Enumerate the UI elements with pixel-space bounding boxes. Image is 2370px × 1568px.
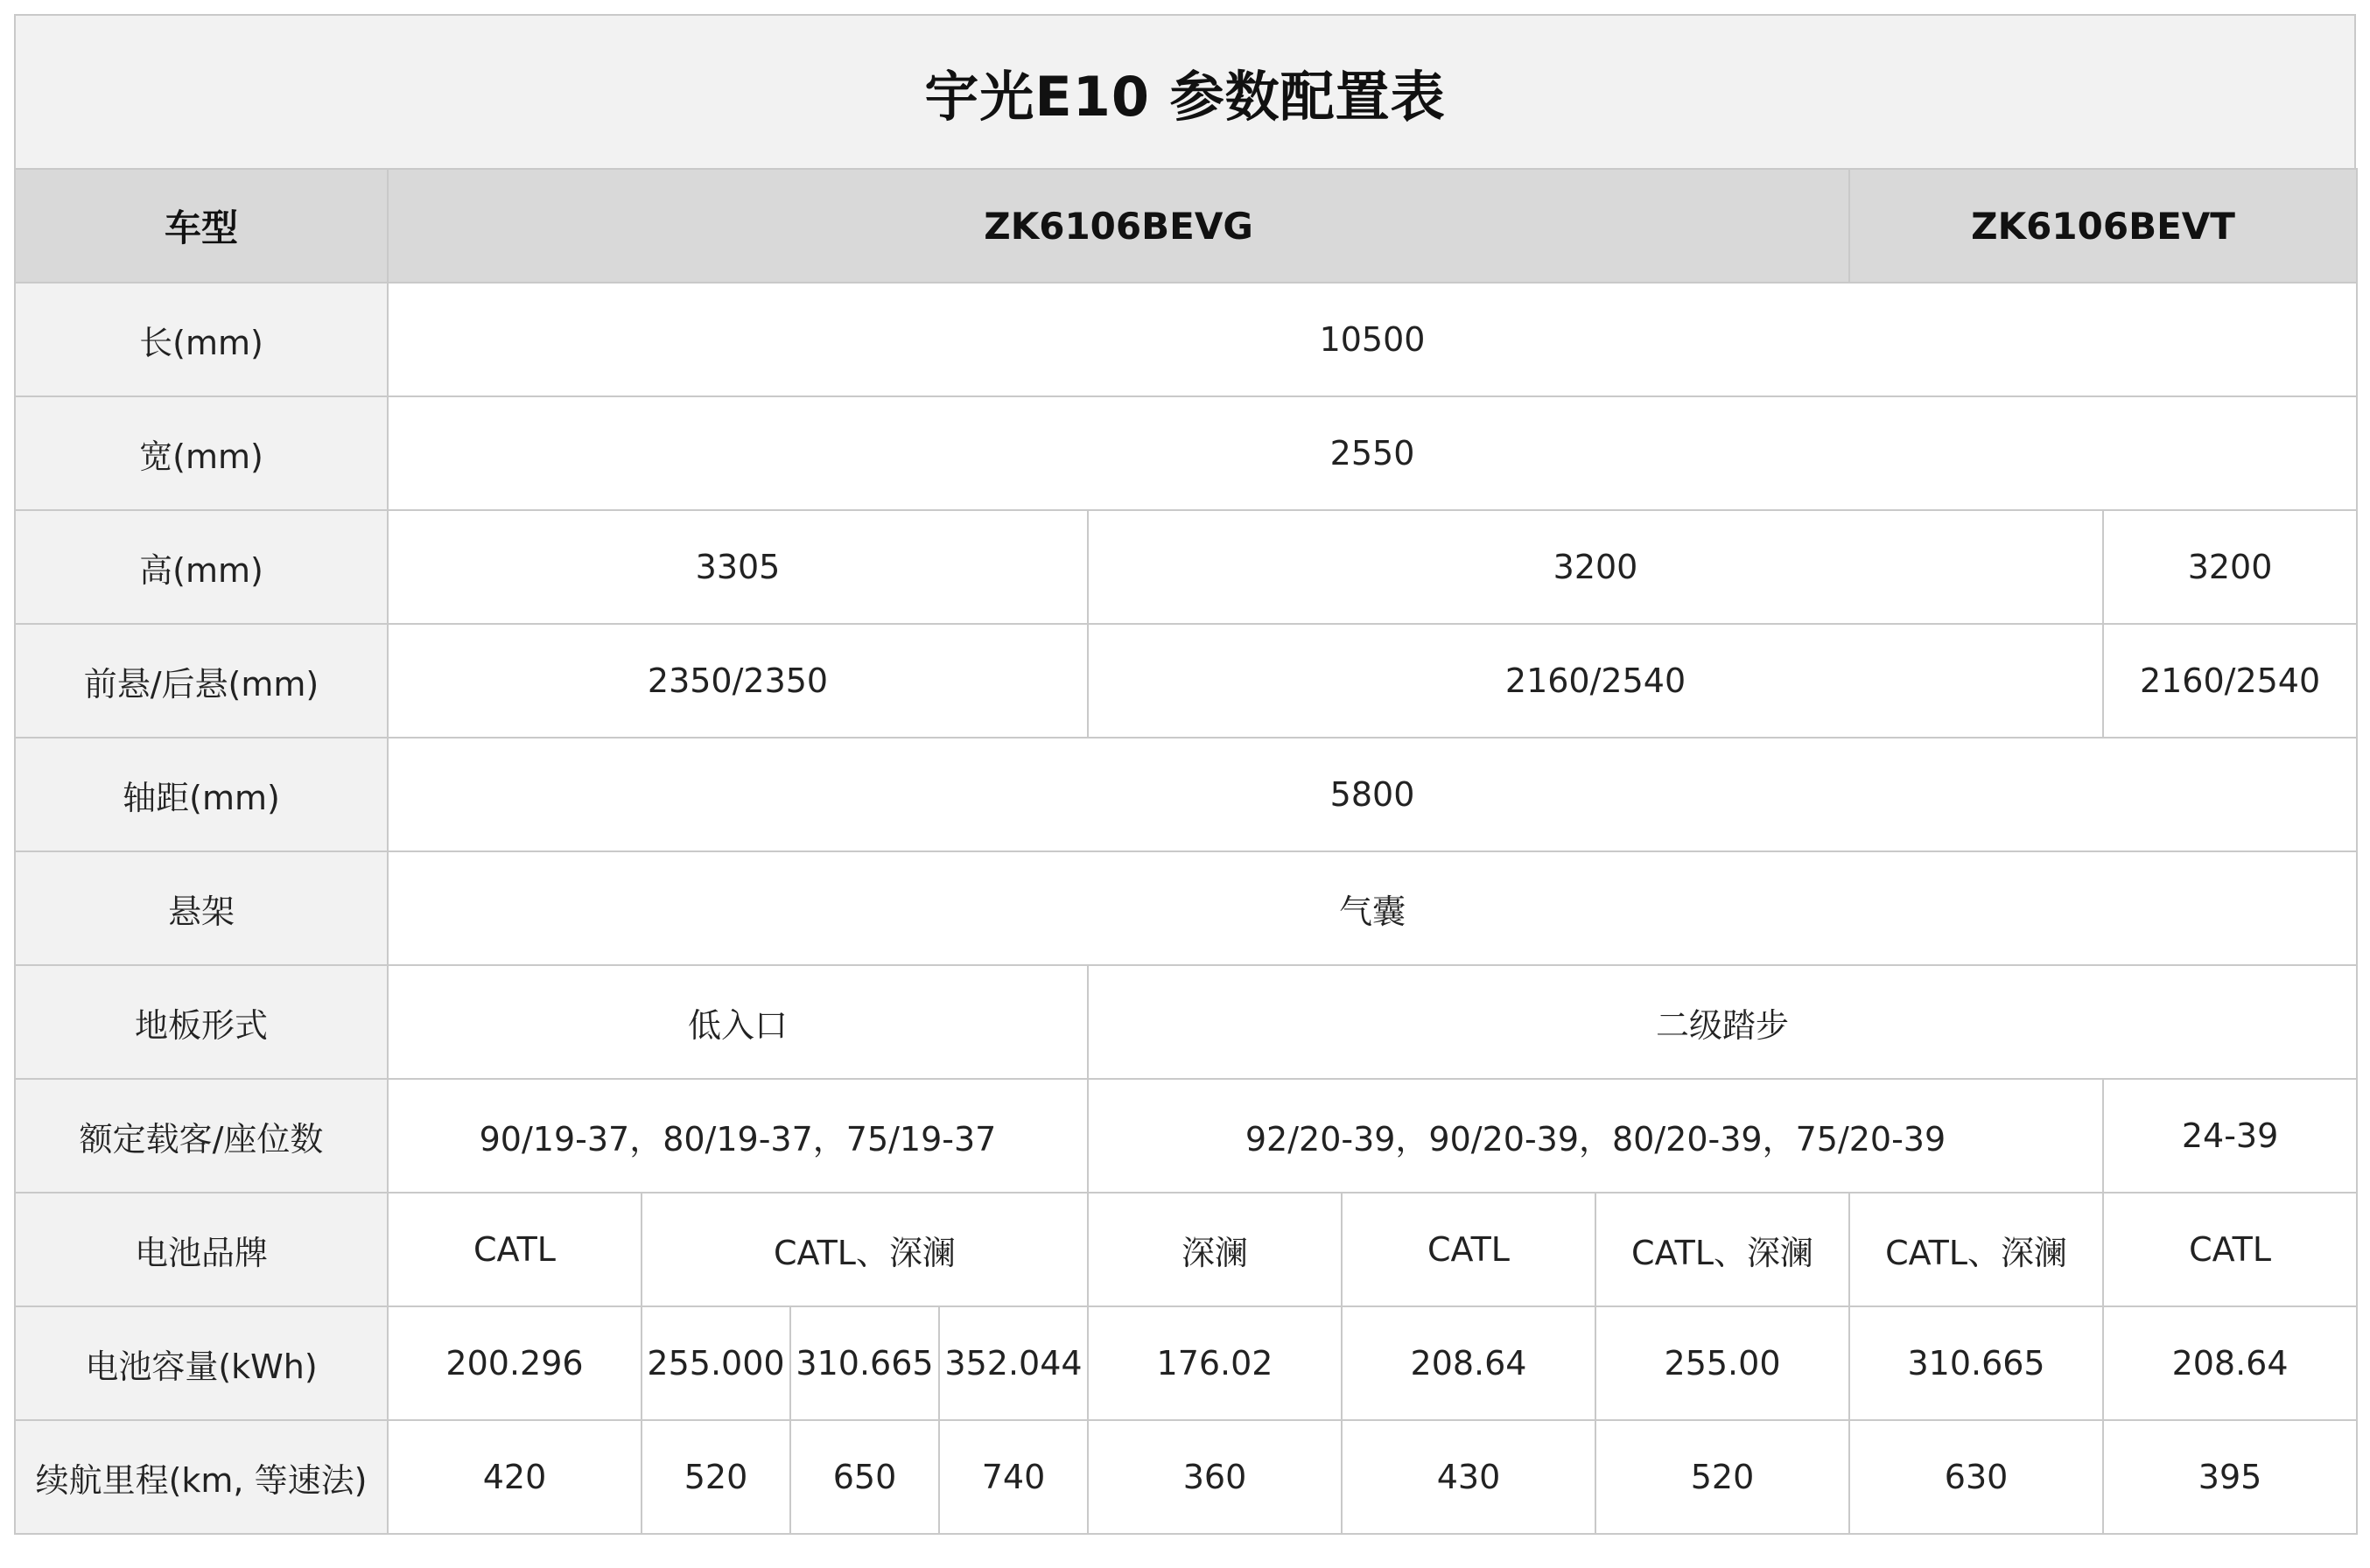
model-label-cell: 车型	[15, 169, 388, 283]
row-label: 长(mm)	[15, 283, 388, 396]
table-cell: 5800	[388, 738, 2357, 851]
table-cell: 气囊	[388, 851, 2357, 965]
table-cell: 深澜	[1088, 1193, 1342, 1306]
table-cell: 310.665	[1849, 1306, 2103, 1420]
row-label: 电池品牌	[15, 1193, 388, 1306]
table-cell: 430	[1342, 1420, 1595, 1534]
table-row	[15, 510, 2357, 624]
table-cell: CATL	[1342, 1193, 1595, 1306]
table-cell: 630	[1849, 1420, 2103, 1534]
table-row	[15, 283, 2357, 396]
table-cell: 360	[1088, 1420, 1342, 1534]
spec-table	[14, 168, 2358, 1535]
row-label: 前悬/后悬(mm)	[15, 624, 388, 738]
table-cell: 208.64	[2103, 1306, 2357, 1420]
table-cell: 520	[642, 1420, 790, 1534]
table-cell: 352.044	[939, 1306, 1088, 1420]
table-row	[15, 965, 2357, 1079]
table-row	[15, 396, 2357, 510]
model-b-cell: ZK6106BEVT	[1849, 169, 2357, 283]
table-cell: 176.02	[1088, 1306, 1342, 1420]
table-cell: 低入口	[388, 965, 1088, 1079]
table-cell: 200.296	[388, 1306, 642, 1420]
table-row	[15, 624, 2357, 738]
table-cell: 255.00	[1595, 1306, 1849, 1420]
table-cell: 90/19-37，80/19-37，75/19-37	[388, 1079, 1088, 1193]
table-header-row	[15, 169, 2357, 283]
table-cell: 208.64	[1342, 1306, 1595, 1420]
table-cell: CATL、深澜	[1849, 1193, 2103, 1306]
table-cell: 650	[790, 1420, 939, 1534]
table-cell: 2350/2350	[388, 624, 1088, 738]
table-row	[15, 1306, 2357, 1420]
table-cell: CATL	[2103, 1193, 2357, 1306]
table-cell: CATL、深澜	[642, 1193, 1088, 1306]
spec-sheet	[14, 14, 2356, 1535]
table-cell: 10500	[388, 283, 2357, 396]
table-cell: 3200	[1088, 510, 2103, 624]
row-label: 地板形式	[15, 965, 388, 1079]
table-row	[15, 738, 2357, 851]
table-cell: 740	[939, 1420, 1088, 1534]
table-cell: 3200	[2103, 510, 2357, 624]
row-label: 电池容量(kWh)	[15, 1306, 388, 1420]
table-cell: 24-39	[2103, 1079, 2357, 1193]
row-label: 宽(mm)	[15, 396, 388, 510]
table-cell: 2550	[388, 396, 2357, 510]
table-cell: 520	[1595, 1420, 1849, 1534]
table-cell: 92/20-39，90/20-39，80/20-39，75/20-39	[1088, 1079, 2103, 1193]
table-cell: 3305	[388, 510, 1088, 624]
table-row	[15, 1079, 2357, 1193]
row-label: 续航里程(km, 等速法)	[15, 1420, 388, 1534]
table-cell: 255.000	[642, 1306, 790, 1420]
table-cell: CATL、深澜	[1595, 1193, 1849, 1306]
table-cell: 420	[388, 1420, 642, 1534]
page-title: 宇光E10 参数配置表	[14, 14, 2356, 168]
table-cell: CATL	[388, 1193, 642, 1306]
table-row	[15, 1420, 2357, 1534]
row-label: 额定载客/座位数	[15, 1079, 388, 1193]
row-label: 轴距(mm)	[15, 738, 388, 851]
table-cell: 310.665	[790, 1306, 939, 1420]
table-cell: 二级踏步	[1088, 965, 2357, 1079]
model-a-cell: ZK6106BEVG	[388, 169, 1849, 283]
table-cell: 2160/2540	[2103, 624, 2357, 738]
table-row	[15, 1193, 2357, 1306]
table-cell: 395	[2103, 1420, 2357, 1534]
row-label: 高(mm)	[15, 510, 388, 624]
table-row	[15, 851, 2357, 965]
table-cell: 2160/2540	[1088, 624, 2103, 738]
row-label: 悬架	[15, 851, 388, 965]
